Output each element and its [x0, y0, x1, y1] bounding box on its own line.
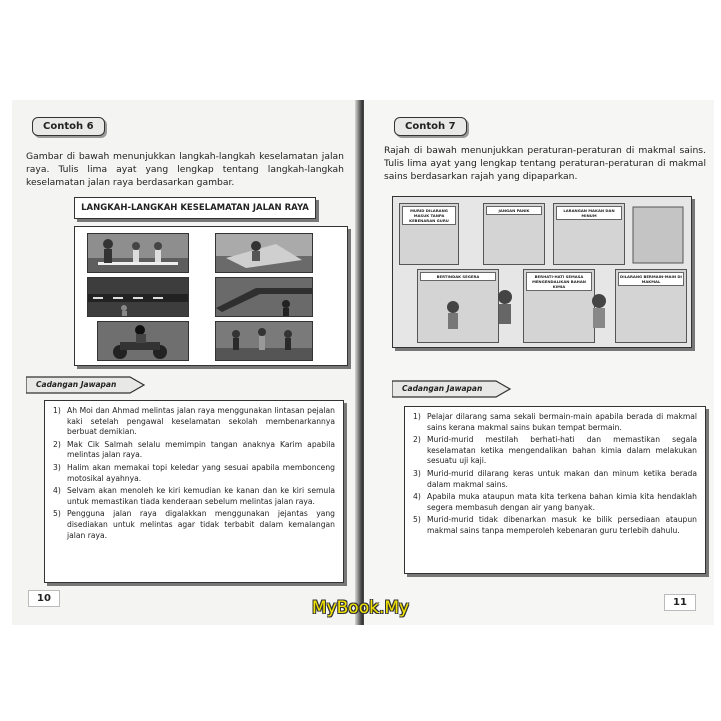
left-page	[12, 100, 361, 625]
page-number-right: 11	[664, 594, 696, 611]
left-answer-tag: Cadangan Jawapan	[26, 376, 156, 394]
list-item: 1) Ah Moi dan Ahmad melintas jalan raya menggunakan lintasan pejalan kaki setelah pengawal keselamatan sekolah membenarkannya berbuat demikian.	[53, 406, 335, 437]
lab-cell-4: BERTINDAK SEGERA	[417, 269, 499, 343]
right-answer-box	[404, 406, 706, 574]
example-6-label: Contoh 6	[32, 117, 105, 136]
list-item: 2) Murid-murid mestilah berhati-hati dan memastikan segala keselamatan ketika mengendalikan bahan kimia dalam melakukan sesuatu uji kaji.	[413, 435, 697, 466]
lab-cell-6: DILARANG BERMAIN-MAIN DI MAKMAL	[615, 269, 687, 343]
list-item: 5) Pengguna jalan raya digalakkan menggunakan jejantas yang disediakan untuk melintas agar tidak terbabit dalam kemalangan jalan raya.	[53, 509, 335, 540]
right-answer-tag: Cadangan Jawapan	[392, 380, 522, 398]
list-item: 1) Pelajar dilarang sama sekali bermain-main apabila berada di makmal sains kerana makmal sains bukan tempat bermain.	[413, 412, 697, 432]
lab-cell-2: JANGAN PANIK	[483, 203, 545, 265]
list-item: 4) Selvam akan menoleh ke kiri kemudian ke kanan dan ke kiri semula untuk memastikan tiada kenderaan sebelum melintas jalan raya.	[53, 486, 335, 506]
list-item: 2) Mak Cik Salmah selalu memimpin tangan anaknya Karim apabila melintas jalan raya.	[53, 439, 335, 460]
figure-title: LANGKAH-LANGKAH KESELAMATAN JALAN RAYA	[74, 197, 316, 219]
watermark: MyBook.My	[311, 598, 410, 618]
list-item: 3) Halim akan memakai topi keledar yang sesuai apabila membonceng motosikal ayahnya.	[53, 462, 335, 483]
page-number-left: 10	[28, 590, 60, 607]
book-spread	[12, 100, 717, 625]
list-item: 5) Murid-murid tidak dibenarkan masuk ke bilik persediaan ataupun makmal sains tanpa memperoleh kebenaran guru terlebih dahulu.	[413, 515, 697, 535]
photo-pedestrians	[215, 321, 313, 361]
photo-overhead-bridge	[215, 277, 313, 317]
lab-rules-figure	[392, 196, 692, 348]
photo-crossing-guard	[87, 233, 189, 273]
example-6-intro: Gambar di bawah menunjukkan langkah-langkah keselamatan jalan raya. Tulis lima ayat yang lengkap tentang langkah-langkah keselamatan jalan raya berdasarkan gambar.	[26, 151, 344, 188]
lab-cell-1: MURID DILARANG MASUK TANPA KEBENARAN GURU	[399, 203, 459, 265]
road-safety-figure	[74, 226, 348, 366]
lab-cell-5: BERHATI-HATI SEMASA MENGENDALIKAN BAHAN KIMIA	[523, 269, 595, 343]
photo-holding-hands	[215, 233, 313, 273]
photo-look-both-ways	[87, 277, 189, 317]
example-7-intro: Rajah di bawah menunjukkan peraturan-peraturan di makmal sains. Tulis lima ayat yang lengkap tentang peraturan-peraturan di makmal sains berdasarkan rajah yang dipaparkan.	[384, 145, 706, 182]
right-page	[364, 100, 714, 625]
example-7-label: Contoh 7	[394, 117, 467, 136]
lab-cell-3: LARANGAN MAKAN DAN MINUM	[553, 203, 625, 265]
list-item: 4) Apabila muka ataupun mata kita terkena bahan kimia kita hendaklah segera membasuh dengan air yang banyak.	[413, 492, 697, 512]
list-item: 3) Murid-murid dilarang keras untuk makan dan minum ketika berada dalam makmal sains.	[413, 468, 697, 489]
lab-illustration	[393, 197, 691, 347]
photo-helmet-motorcycle	[97, 321, 189, 361]
left-answer-box	[44, 400, 344, 583]
